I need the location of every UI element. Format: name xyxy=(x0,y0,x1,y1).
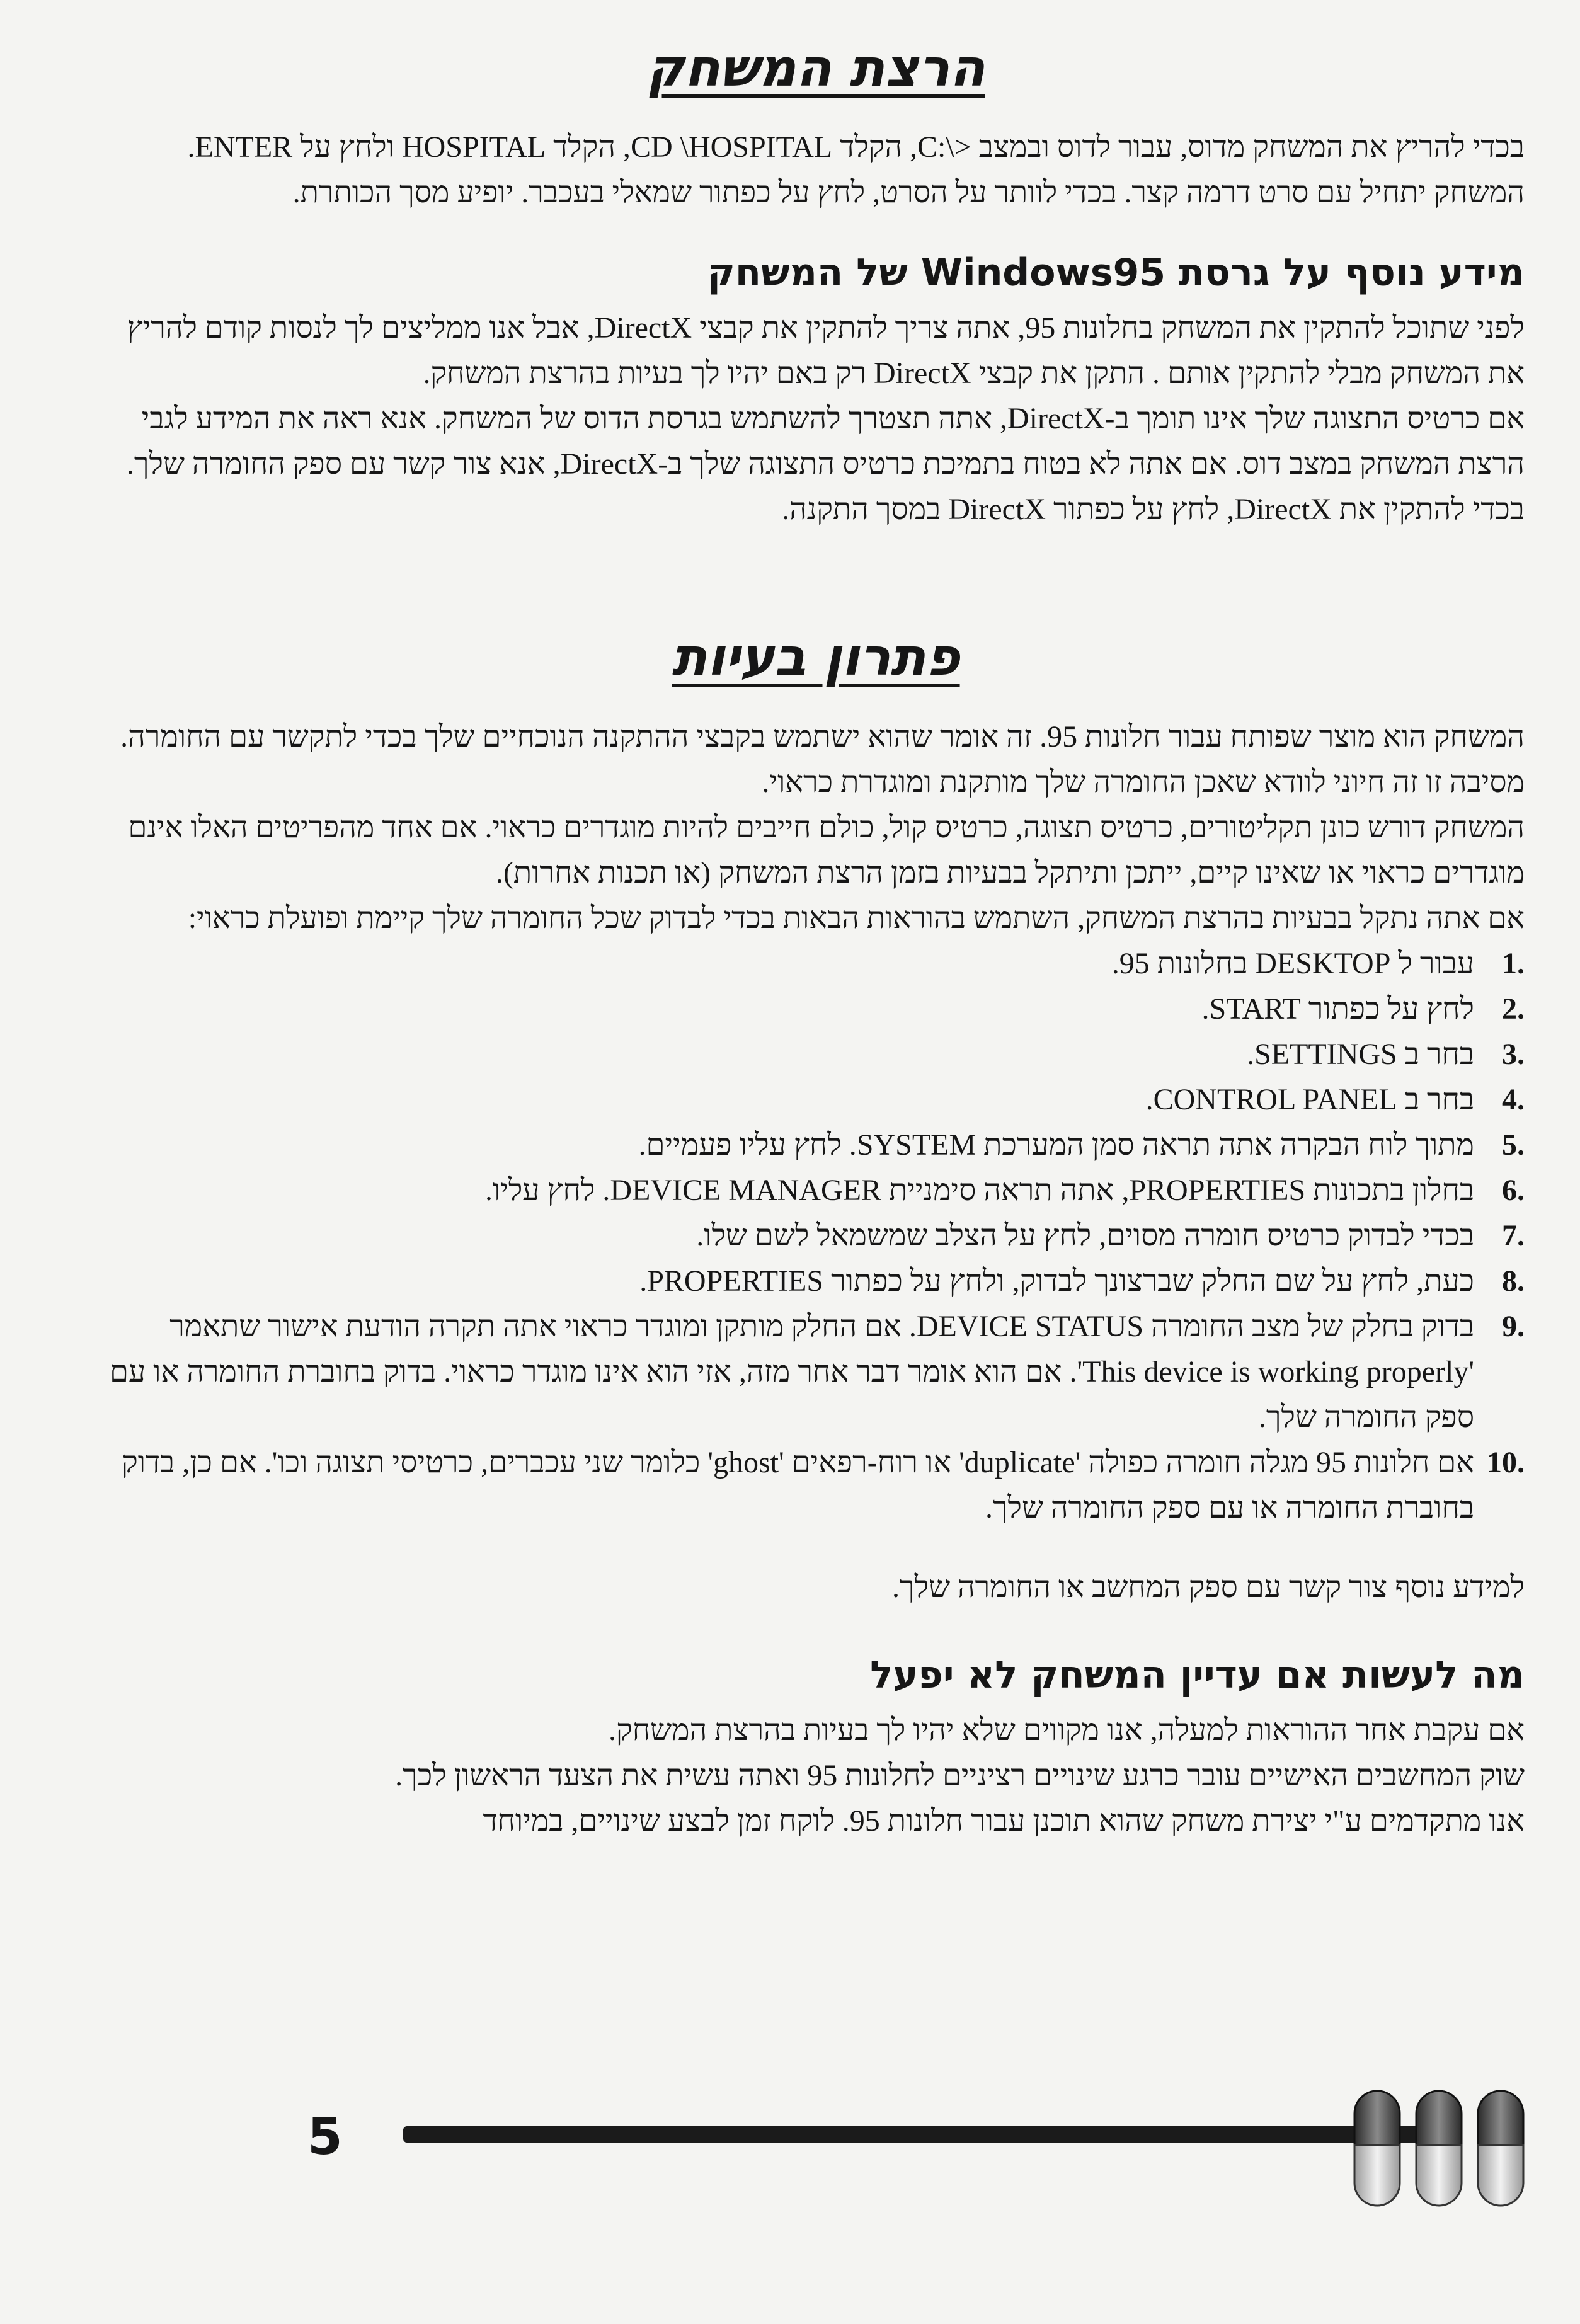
step-number: .8 xyxy=(1502,1264,1525,1298)
paragraph: בכדי להתקין את DirectX, לחץ על כפתור DirectX במסך התקנה. xyxy=(782,493,1525,527)
paragraph: אם אתה נתקל בבעיות בהרצת המשחק, השתמש בהוראות הבאות בכדי לבדוק שכל החומרה שלך קיימת ופועלת כראוי: xyxy=(188,901,1525,935)
list-item xyxy=(107,1032,1525,1077)
paragraph: שוק המחשבים האישיים עובר כרגע שינויים רציניים לחלונות 95 ואתה עשית את הצעד הראשון לכך. xyxy=(395,1758,1525,1792)
subtitle-still-not-working: מה לעשות אם עדיין המשחק לא יפעל xyxy=(870,1652,1525,1697)
step-text: בחר ב SETTINGS. xyxy=(1247,1037,1474,1071)
step-text: בכדי לבדוק כרטיס חומרה מסוים, לחץ על הצלב שמשמאל לשם שלו. xyxy=(696,1218,1474,1252)
paragraph: בכדי להריץ את המשחק מדוס, עבור לדוס ובמצב <\:C, הקלד CD \HOSPITAL, הקלד HOSPITAL ולחץ על ENTER. המשחק יתחיל עם סרט דרמה קצר. בכדי לוותר על הסרט, לחץ על כפתור שמאלי בעכבר. יופיע מסך הכותרת. xyxy=(187,130,1525,210)
step-text: עבור ל DESKTOP בחלונות 95. xyxy=(1111,946,1474,980)
paragraph: המשחק הוא מוצר שפותח עבור חלונות 95. זה אומר שהוא ישתמש בקבצי ההתקנה הנוכחיים שלך בכדי לתקשר עם החומרה. מסיבה זו זה חיוני לוודא שאכן החומרה שלך מותקנת ומוגדרת כראוי. xyxy=(120,719,1525,799)
list-item xyxy=(107,1123,1525,1168)
contact-note: למידע נוסף צור קשר עם ספק המחשב או החומרה שלך. xyxy=(892,1570,1525,1604)
step-number: .10 xyxy=(1487,1445,1525,1479)
list-item xyxy=(107,987,1525,1032)
step-number: .6 xyxy=(1502,1173,1525,1207)
list-item xyxy=(107,1259,1525,1304)
paragraph: אם כרטיס התצוגה שלך אינו תומך ב-DirectX, אתה תצטרך להשתמש בגרסת הדוס של המשחק. אנא ראה את המידע לגבי הרצת המשחק במצב דוס. אם אתה לא בטוח בתמיכת כרטיס התצוגה שלך ב-DirectX, אנא צור קשר עם ספק החומרה שלך. xyxy=(126,402,1525,481)
step-text: אם חלונות 95 מגלה חומרה כפולה 'duplicate' או רוח-רפאים 'ghost' כלומר שני עכברים, כרטיסי תצוגה וכו'. אם כן, בדוק בחוברת החומרה או עם ספק החומרה שלך. xyxy=(122,1445,1474,1525)
paragraph: אנו מתקדמים ע"י יצירת משחק שהוא תוכנן עבור חלונות 95. לוקח זמן לבצע שינויים, במיוחד xyxy=(483,1804,1525,1838)
step-text: מתוך לוח הבקרה אתה תראה סמן המערכת SYSTEM. לחץ עליו פעמיים. xyxy=(638,1128,1474,1162)
step-number: .3 xyxy=(1502,1037,1525,1071)
step-number: .5 xyxy=(1502,1128,1525,1162)
troubleshooting-steps xyxy=(107,941,1525,1531)
step-text: בחר ב CONTROL PANEL. xyxy=(1145,1082,1474,1116)
paragraph: לפני שתוכל להתקין את המשחק בחלונות 95, אתה צריך להתקין את קבצי DirectX, אבל אנו ממליצים לך לנסות קודם להריץ את המשחק מבלי להתקין אותם . התקן את קבצי DirectX רק באם יהיו לך בעיות בהרצת המשחק. xyxy=(127,311,1525,391)
list-item xyxy=(107,1168,1525,1213)
paragraph: אם עקבת אחר ההוראות למעלה, אנו מקווים שלא יהיו לך בעיות בהרצת המשחק. xyxy=(609,1713,1525,1747)
step-text: בחלון בתכונות PROPERTIES, אתה תראה סימניית DEVICE MANAGER. לחץ עליו. xyxy=(484,1173,1474,1207)
step-text: כעת, לחץ על שם החלק שברצונך לבדוק, ולחץ על כפתור PROPERTIES. xyxy=(639,1264,1474,1298)
section-title-troubleshooting: פתרון בעיות xyxy=(672,627,960,688)
section-title-running-game: הרצת המשחק xyxy=(646,38,985,98)
step-text: לחץ על כפתור START. xyxy=(1201,992,1474,1026)
list-item xyxy=(107,1440,1525,1531)
step-text: בדוק בחלק של מצב החומרה DEVICE STATUS. אם החלק מותקן ומוגדר כראוי אתה תקרה הודעת אישור שתאמר 'This device is working properly'. אם הוא אומר דבר אחר מזה, אזי הוא אינו מוגדר כראוי. בדוק בחוברת החומרה או עם ספק החומרה שלך. xyxy=(110,1309,1474,1434)
subtitle-windows95-info: מידע נוסף על גרסת Windows95 של המשחק xyxy=(707,251,1525,295)
step-number: .9 xyxy=(1502,1309,1525,1343)
page-number: 5 xyxy=(307,2107,343,2166)
paragraph: המשחק דורש כונן תקליטורים, כרטיס תצוגה, כרטיס קול, כולם חייבים להיות מוגדרים כראוי. אם אחד מהפריטים האלו אינם מוגדרים כראוי או שאינו קיים, ייתכן ותיתקל בבעיות בזמן הרצת המשחק (או תכנות אחרות). xyxy=(128,810,1525,890)
page-content xyxy=(107,38,1525,1844)
footer-rule xyxy=(403,2126,1430,2143)
list-item xyxy=(107,1213,1525,1259)
capsule-pills-icon xyxy=(1342,2076,1537,2214)
list-item xyxy=(107,941,1525,987)
step-number: .4 xyxy=(1502,1082,1525,1116)
list-item xyxy=(107,1077,1525,1123)
step-number: .7 xyxy=(1502,1218,1525,1252)
list-item xyxy=(107,1304,1525,1440)
step-number: .2 xyxy=(1502,992,1525,1026)
step-number: .1 xyxy=(1502,946,1525,980)
